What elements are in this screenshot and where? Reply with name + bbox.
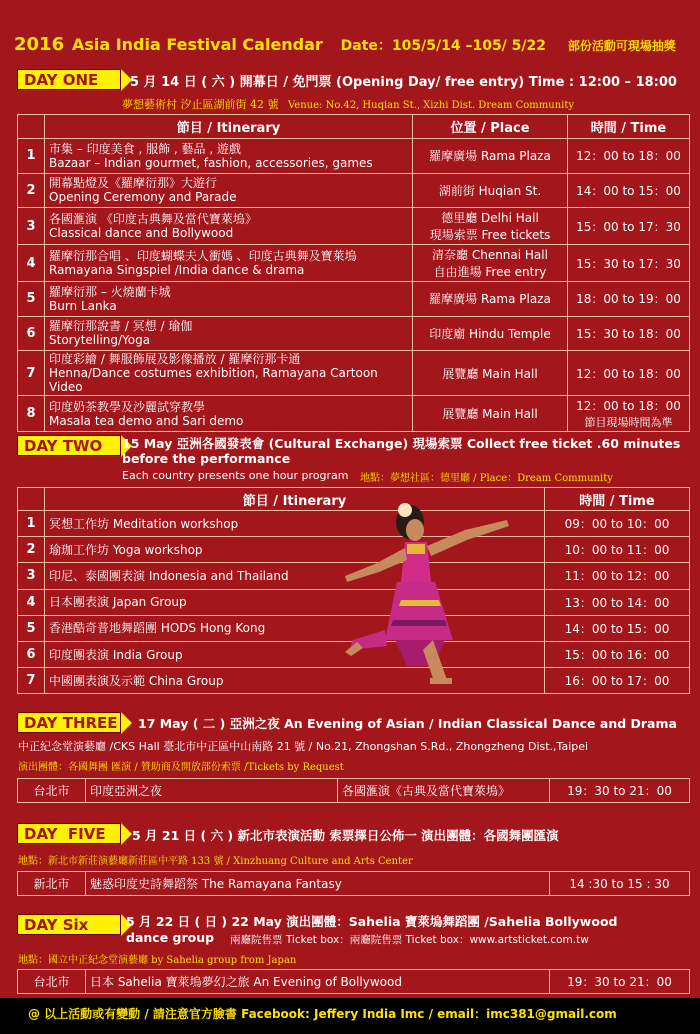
day-six-headline-1: 5 月 22 日 ( 日 ) 22 May 演出團體：Sahelia 寶萊塢舞蹈團 /Sahelia Bollywood <box>126 914 618 929</box>
day-two-col-empty <box>18 488 45 511</box>
day-one-tag: DAY ONE <box>17 69 121 90</box>
itinerary-en: Burn Lanka <box>49 298 117 313</box>
day-one-headline: 5 月 14 日 ( 六 ) 開幕日 / 免門票 (Opening Day/ free entry) Time : 12:00 – 18:00 <box>130 75 677 90</box>
row-number: 4 <box>18 589 45 615</box>
itinerary-en: Henna/Dance costumes exhibition, Ramayana Cartoon Video <box>49 366 378 394</box>
time-cell <box>568 282 690 317</box>
day-five-headline: 5 月 21 日 ( 六 ) 新北市表演活動 索票擇日公佈一 演出團體：各國舞團匯演 <box>132 828 559 843</box>
day-one-col-place: 位置 / Place <box>413 115 568 139</box>
time-line-1: 12：00 to 18：00 <box>576 366 681 381</box>
row-number: 6 <box>18 641 45 667</box>
itinerary-zh: 市集 – 印度美食 , 服飾 , 藝品 , 遊戲 <box>49 141 241 156</box>
row-number: 3 <box>18 208 45 245</box>
day-three-headline: 17 May ( 二 ) 亞洲之夜 An Evening of Asian / Indian Classical Dance and Drama <box>138 716 677 731</box>
day-two-col-itinerary: 節目 / Itinerary <box>45 488 545 511</box>
place-cell <box>413 316 568 351</box>
time-line-1: 15：30 to 18：00 <box>576 326 681 341</box>
itinerary-cell <box>45 139 413 174</box>
time-cell <box>568 351 690 396</box>
day-one-table <box>17 114 690 432</box>
row-number: 7 <box>18 668 45 694</box>
time-line-1: 15：30 to 17：30 <box>576 256 681 271</box>
day-one-venue-zh: 夢想藝術村 汐止區湖前街 42 號 <box>122 98 279 111</box>
day-five-city: 新北市 <box>18 872 86 896</box>
place-cell <box>413 245 568 282</box>
day-two-venue: 地點：夢想社區：德里廳 / Place：Dream Community <box>360 473 613 484</box>
itinerary-cell: 香港酷奇普地舞蹈團 HODS Hong Kong <box>45 615 545 641</box>
day-two-tag: DAY TWO <box>17 435 121 456</box>
time-line-1: 12：00 to 18：00 <box>576 149 681 164</box>
itinerary-cell: 中國團表演及示範 China Group <box>45 668 545 694</box>
itinerary-cell: 印度團表演 India Group <box>45 641 545 667</box>
header-year: 2016 <box>14 34 65 55</box>
day-one-row <box>18 173 690 208</box>
day-two-col-time: 時間 / Time <box>545 488 690 511</box>
row-number: 2 <box>18 537 45 563</box>
day-three-table <box>17 778 690 803</box>
time-cell: 09：00 to 10：00 <box>545 511 690 537</box>
place-cell <box>413 139 568 174</box>
place-cell <box>413 351 568 396</box>
time-cell: 15：00 to 16：00 <box>545 641 690 667</box>
itinerary-cell <box>45 173 413 208</box>
day-six-tag: DAY Six <box>17 914 121 935</box>
itinerary-zh: 印度奶茶教學及沙麗試穿教學 <box>49 399 206 414</box>
time-cell: 16：00 to 17：00 <box>545 668 690 694</box>
time-cell: 14：00 to 15：00 <box>545 615 690 641</box>
time-cell <box>568 208 690 245</box>
time-line-1: 12：00 to 18：00 <box>576 399 681 413</box>
itinerary-zh: 印度彩繪 / 舞服飾展及影像播放 / 羅摩衍那卡通 <box>49 352 301 366</box>
row-number: 8 <box>18 396 45 432</box>
itinerary-cell <box>45 351 413 396</box>
itinerary-cell <box>45 396 413 432</box>
row-number: 3 <box>18 563 45 589</box>
itinerary-zh: 開幕點燈及《羅摩衍那》大遊行 <box>49 176 218 191</box>
time-cell: 11：00 to 12：00 <box>545 563 690 589</box>
day-five-time: 14 :30 to 15 : 30 <box>550 872 690 896</box>
itinerary-en: Bazaar – Indian gourmet, fashion, accessories, games <box>49 155 373 170</box>
day-three-row <box>18 779 690 803</box>
header-title: Asia India Festival Calendar <box>71 35 323 54</box>
day-three-name: 印度亞洲之夜 <box>86 779 338 803</box>
time-cell: 13：00 to 14：00 <box>545 589 690 615</box>
itinerary-cell <box>45 245 413 282</box>
row-number: 5 <box>18 282 45 317</box>
time-cell <box>568 245 690 282</box>
itinerary-en: Opening Ceremony and Parade <box>49 190 237 205</box>
day-three-groups: 演出團體：各國舞團 匯演 / 贊助商及開放部份索票 /Tickets by Request <box>18 762 344 773</box>
day-one-row <box>18 139 690 174</box>
day-three-city: 台北市 <box>18 779 86 803</box>
day-one-row <box>18 396 690 432</box>
place-line-2: 現場索票 Free tickets <box>429 228 551 242</box>
day-three-detail: 各國滙演《古典及當代寶萊塢》 <box>338 779 550 803</box>
day-two-sub: Each country presents one hour program <box>122 469 349 482</box>
day-one-row <box>18 282 690 317</box>
row-number: 5 <box>18 615 45 641</box>
footer-text: @ 以上活動或有變動 / 請注意官方臉書 Facebook: Jeffery India Imc / email：imc381@gmail.com <box>28 1007 617 1021</box>
place-line-1: 湖前街 Huqian St. <box>438 183 542 198</box>
itinerary-en: Storytelling/Yoga <box>49 333 151 348</box>
time-line-1: 14：00 to 15：00 <box>576 183 681 198</box>
itinerary-zh: 羅摩衍那合唱 、印度蝴蝶夫人衝媽 、印度古典舞及寶萊塢 <box>49 249 357 263</box>
place-cell <box>413 173 568 208</box>
itinerary-cell <box>45 208 413 245</box>
time-line-1: 18：00 to 19：00 <box>576 292 681 307</box>
time-cell: 10：00 to 11：00 <box>545 537 690 563</box>
itinerary-cell: 瑜珈工作坊 Yoga workshop <box>45 537 545 563</box>
place-cell <box>413 208 568 245</box>
itinerary-zh: 各國滙演 《印度古典舞及當代寶萊塢》 <box>49 212 257 226</box>
time-cell <box>568 173 690 208</box>
day-five-tag: DAY FIVE <box>17 823 121 844</box>
itinerary-cell: 日本團表演 Japan Group <box>45 589 545 615</box>
place-cell <box>413 396 568 432</box>
row-number: 6 <box>18 316 45 351</box>
day-two-headline-2: before the performance <box>122 451 291 466</box>
itinerary-cell: 冥想工作坊 Meditation workshop <box>45 511 545 537</box>
day-one-venue-en: Venue: No.42, Huqian St., Xizhi Dist. Dream Community <box>288 100 575 111</box>
day-six-row <box>18 970 690 994</box>
time-line-1: 15：00 to 17：30 <box>576 219 681 234</box>
day-one-row <box>18 351 690 396</box>
day-one-col-itinerary: 節目 / Itinerary <box>45 115 413 139</box>
day-one-row <box>18 208 690 245</box>
itinerary-en: Masala tea demo and Sari demo <box>49 413 244 428</box>
place-line-1: 羅摩廣場 Rama Plaza <box>429 292 551 307</box>
day-five-venue: 地點：新北市新莊演藝廳新莊區中平路 133 號 / Xinzhuang Culture and Arts Center <box>18 856 413 867</box>
itinerary-en: Classical dance and Bollywood <box>49 226 234 240</box>
day-five-row <box>18 872 690 896</box>
itinerary-en: Ramayana Singspiel /India dance & drama <box>49 263 305 277</box>
dancer-illustration <box>335 490 515 690</box>
place-cell <box>413 282 568 317</box>
time-line-2: 節目現場時間為準 <box>584 416 673 429</box>
itinerary-zh: 羅摩衍那 – 火燒蘭卡城 <box>49 284 171 299</box>
day-three-time: 19：30 to 21：00 <box>550 779 690 803</box>
day-one-row <box>18 245 690 282</box>
header-date: Date：105/5/14 –105/ 5/22 <box>340 38 547 54</box>
header-lottery: 部份活動可現場抽獎 <box>567 39 676 53</box>
place-line-1: 羅摩廣場 Rama Plaza <box>429 149 551 164</box>
day-one-col-time: 時間 / Time <box>568 115 690 139</box>
time-cell <box>568 316 690 351</box>
row-number: 7 <box>18 351 45 396</box>
day-one-venue <box>122 96 574 112</box>
time-cell <box>568 396 690 432</box>
itinerary-cell: 印尼、泰國團表演 Indonesia and Thailand <box>45 563 545 589</box>
place-line-2: 自由進場 Free entry <box>433 265 547 279</box>
day-six-city: 台北市 <box>18 970 86 994</box>
row-number: 1 <box>18 139 45 174</box>
day-six-headline-2: dance group <box>126 930 215 945</box>
day-six-box: 兩廳院售票 Ticket box：兩廳院售票 Ticket box：www.artsticket.com.tw <box>230 934 589 946</box>
header <box>14 34 694 58</box>
time-cell <box>568 139 690 174</box>
day-six-table <box>17 969 690 994</box>
place-line-1: 展覽廳 Main Hall <box>442 366 538 381</box>
day-five-name: 魅惑印度史詩舞蹈祭 The Ramayana Fantasy <box>86 872 550 896</box>
place-line-1: 德里廳 Delhi Hall <box>441 211 539 225</box>
day-five-table <box>17 871 690 896</box>
itinerary-cell <box>45 316 413 351</box>
row-number: 4 <box>18 245 45 282</box>
day-three-tag: DAY THREE <box>17 712 121 733</box>
place-line-1: 印度廟 Hindu Temple <box>429 326 551 341</box>
day-six-name: 日本 Sahelia 寶萊塢夢幻之旅 An Evening of Bollywood <box>86 970 550 994</box>
itinerary-cell <box>45 282 413 317</box>
day-six-time: 19：30 to 21：00 <box>550 970 690 994</box>
row-number: 2 <box>18 173 45 208</box>
day-one-row <box>18 316 690 351</box>
day-three-venue: 中正紀念堂演藝廳 /CKS Hall 臺北市中正區中山南路 21 號 / No.21, Zhongshan S.Rd., Zhongzheng Dist.,Taipei <box>18 740 589 753</box>
itinerary-zh: 羅摩衍那說書 / 冥想 / 瑜伽 <box>49 319 193 334</box>
day-one-col-empty <box>18 115 45 139</box>
day-two-headline-1: 15 May 亞洲各國發表會 (Cultural Exchange) 現場索票 Collect free ticket .60 minutes <box>122 436 681 451</box>
row-number: 1 <box>18 511 45 537</box>
place-line-1: 清奈廳 Chennai Hall <box>432 248 548 262</box>
day-six-venue: 地點：國立中正紀念堂演藝廳 by Sahelia group from Japan <box>18 955 297 966</box>
place-line-1: 展覽廳 Main Hall <box>442 407 538 421</box>
